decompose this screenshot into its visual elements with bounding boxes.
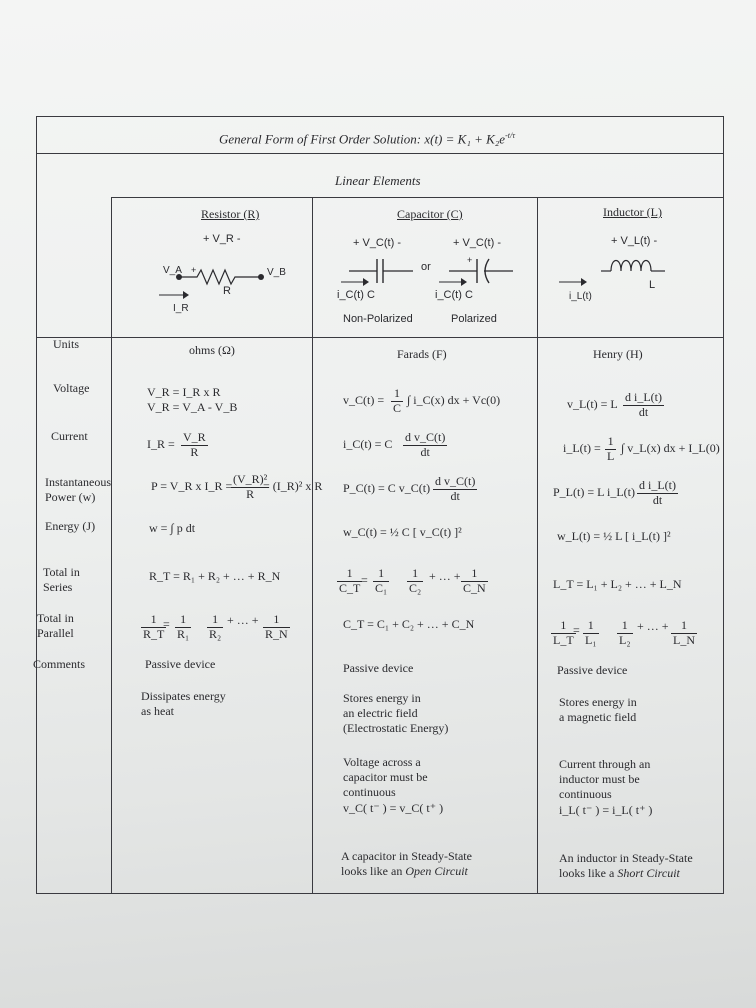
parallel-resistor-r1-fraction bbox=[175, 613, 191, 642]
non-polarized-label: Non-Polarized bbox=[343, 313, 413, 325]
general-form-text: General Form of First Order Solution: x(t) = K₁ + K₂e bbox=[219, 131, 506, 147]
comment-capacitor-passive: Passive device bbox=[343, 661, 414, 675]
current-capacitor-denominator: dt bbox=[420, 444, 430, 459]
comment-capacitor-stores-1: Stores energy in bbox=[343, 691, 421, 705]
resistor-current-arrow bbox=[159, 289, 189, 301]
capacitor-current-arrow-1 bbox=[341, 277, 369, 287]
node-b-label: V_B bbox=[267, 267, 286, 278]
parallel-resistor-total-numerator: 1 bbox=[141, 613, 166, 628]
resistor-polarity: + V_R - bbox=[203, 233, 241, 245]
inductor-polarity: + V_L(t) - bbox=[611, 235, 658, 247]
voltage-capacitor-numerator: 1 bbox=[391, 387, 403, 402]
power-inductor-prefix: P_L(t) = L i_L(t) bbox=[553, 485, 635, 499]
voltage-capacitor-integral: ∫ i_C(x) dx + Vc(0) bbox=[407, 393, 501, 407]
comment-inductor-continuity-3: continuous bbox=[559, 787, 612, 801]
power-label-line-1: Instantaneous bbox=[45, 475, 111, 489]
column-divider-3 bbox=[537, 197, 538, 893]
capacitor-current-label-2: i_C(t) C bbox=[435, 289, 473, 301]
series-capacitor-equals: = bbox=[361, 573, 368, 587]
power-label-line-2: Power (w) bbox=[45, 490, 96, 504]
series-capacitor-c1-numerator: 1 bbox=[373, 567, 389, 582]
voltage-inductor-prefix: v_L(t) = L bbox=[567, 397, 618, 411]
parallel-resistor-r2-fraction bbox=[207, 613, 223, 642]
parallel-inductor-ln-fraction bbox=[671, 619, 697, 648]
series-label-line-1: Total in bbox=[43, 565, 80, 579]
parallel-resistor-r1-denominator: R₁ bbox=[177, 626, 190, 641]
current-inductor-fraction bbox=[605, 435, 616, 464]
column-divider-2 bbox=[312, 197, 313, 893]
parallel-resistor-total-denominator: R_T bbox=[143, 626, 165, 641]
comment-inductor-stores-2: a magnetic field bbox=[559, 710, 637, 724]
comment-resistor-dissipates-2: as heat bbox=[141, 704, 174, 718]
column-divider-1 bbox=[111, 197, 112, 893]
power-resistor-denominator: R bbox=[246, 486, 255, 501]
parallel-inductor-l2-denominator: L₂ bbox=[619, 632, 631, 647]
open-circuit-text: Open Circuit bbox=[405, 864, 468, 878]
parallel-inductor-ln-denominator: L_N bbox=[673, 632, 695, 647]
short-circuit-text: Short Circuit bbox=[617, 866, 680, 880]
power-capacitor-denominator: dt bbox=[450, 488, 460, 503]
capacitor-steady-state-text: looks like an bbox=[341, 864, 403, 878]
comment-capacitor-continuity-eq: v_C( t⁻ ) = v_C( t⁺ ) bbox=[343, 801, 444, 815]
parallel-inductor-ln-numerator: 1 bbox=[671, 619, 697, 634]
current-resistor-fraction bbox=[181, 431, 208, 460]
parallel-label-line-2: Parallel bbox=[37, 626, 74, 640]
linear-elements-title: Linear Elements bbox=[335, 173, 421, 188]
series-capacitor-total-fraction bbox=[337, 567, 362, 596]
parallel-capacitor: C_T = C₁ + C₂ + … + C_N bbox=[343, 617, 475, 631]
energy-label: Energy (J) bbox=[45, 519, 96, 533]
power-resistor-numerator: (V_R)² bbox=[233, 472, 268, 486]
voltage-inductor-numerator: d i_L(t) bbox=[625, 390, 662, 404]
series-label-line-2: Series bbox=[43, 580, 73, 594]
current-inductor-prefix: i_L(t) = bbox=[563, 441, 601, 455]
series-capacitor-c2-numerator: 1 bbox=[407, 567, 423, 582]
comment-capacitor-continuity-1: Voltage across a bbox=[343, 755, 421, 769]
series-capacitor-total-denominator: C_T bbox=[339, 580, 361, 595]
units-inductor: Henry (H) bbox=[593, 347, 643, 361]
comment-capacitor-stores-2: an electric field bbox=[343, 706, 418, 720]
parallel-inductor-ellipsis: + … + bbox=[637, 619, 669, 633]
comment-inductor-stores-1: Stores energy in bbox=[559, 695, 637, 709]
power-inductor-fraction bbox=[637, 479, 678, 508]
general-form-title bbox=[219, 131, 515, 148]
power-resistor-suffix: = (I_R)² x R bbox=[263, 479, 323, 493]
comment-inductor-steady-state-2 bbox=[559, 866, 680, 881]
svg-text:+: + bbox=[467, 255, 473, 265]
energy-capacitor: w_C(t) = ½ C [ v_C(t) ]² bbox=[343, 525, 462, 539]
series-capacitor-c1-denominator: C₁ bbox=[375, 580, 388, 595]
parallel-resistor-rn-numerator: 1 bbox=[263, 613, 290, 628]
series-capacitor-cn-denominator: C_N bbox=[463, 580, 486, 595]
power-inductor-numerator: d i_L(t) bbox=[639, 478, 676, 492]
capacitor-polarity-polar: + V_C(t) - bbox=[453, 237, 501, 249]
series-capacitor-c1-fraction bbox=[373, 567, 389, 596]
resistor-current-label: I_R bbox=[173, 303, 189, 314]
parallel-inductor-l1-denominator: L₁ bbox=[585, 632, 597, 647]
parallel-resistor-rn-fraction bbox=[263, 613, 290, 642]
power-capacitor-fraction bbox=[433, 475, 477, 504]
parallel-inductor-l1-fraction bbox=[583, 619, 599, 648]
parallel-resistor-r2-numerator: 1 bbox=[207, 613, 223, 628]
comment-inductor-continuity-1: Current through an bbox=[559, 757, 651, 771]
inductor-steady-state-text: looks like a bbox=[559, 866, 615, 880]
linear-elements-table bbox=[33, 116, 724, 894]
parallel-inductor-equals: = bbox=[573, 623, 580, 637]
power-capacitor-prefix: P_C(t) = C v_C(t) bbox=[343, 481, 431, 495]
inductor-current-label: i_L(t) bbox=[569, 291, 592, 302]
comment-capacitor-continuity-3: continuous bbox=[343, 785, 396, 799]
capacitor-title: Capacitor (C) bbox=[397, 207, 463, 221]
comment-inductor-passive: Passive device bbox=[557, 663, 628, 677]
current-capacitor-numerator: d v_C(t) bbox=[405, 430, 446, 444]
current-resistor-denominator: R bbox=[190, 444, 199, 459]
series-resistor: R_T = R₁ + R₂ + … + R_N bbox=[149, 569, 281, 583]
current-capacitor-fraction bbox=[403, 431, 447, 460]
or-label: or bbox=[421, 261, 431, 273]
comment-inductor-continuity-2: inductor must be bbox=[559, 772, 640, 786]
current-inductor-denominator: L bbox=[607, 448, 615, 463]
node-a-label: V_A bbox=[163, 265, 182, 276]
current-resistor-numerator: V_R bbox=[183, 430, 206, 444]
parallel-inductor-total-fraction bbox=[551, 619, 576, 648]
comment-inductor-steady-state-1: An inductor in Steady-State bbox=[559, 851, 693, 865]
energy-inductor: w_L(t) = ½ L [ i_L(t) ]² bbox=[557, 529, 671, 543]
resistor-r-label: R bbox=[223, 285, 231, 297]
comment-capacitor-stores-3: (Electrostatic Energy) bbox=[343, 721, 449, 735]
comment-capacitor-steady-state-2 bbox=[341, 864, 468, 879]
inductor-current-arrow bbox=[559, 277, 587, 287]
series-capacitor-cn-numerator: 1 bbox=[461, 567, 488, 582]
inductor-coil-symbol bbox=[599, 253, 679, 277]
general-form-exponent: -t/τ bbox=[505, 131, 516, 140]
comments-label: Comments bbox=[33, 657, 86, 671]
comment-inductor-continuity-eq: i_L( t⁻ ) = i_L( t⁺ ) bbox=[559, 803, 653, 817]
voltage-capacitor-prefix: v_C(t) = bbox=[343, 393, 385, 407]
power-resistor-prefix: P = V_R x I_R = bbox=[151, 479, 233, 493]
parallel-label-line-1: Total in bbox=[37, 611, 74, 625]
parallel-resistor-r1-numerator: 1 bbox=[175, 613, 191, 628]
header-divider bbox=[37, 153, 723, 154]
parallel-inductor-l2-numerator: 1 bbox=[617, 619, 633, 634]
voltage-capacitor-denominator: C bbox=[393, 400, 402, 415]
column-header-divider bbox=[111, 197, 723, 198]
series-capacitor-total-numerator: 1 bbox=[337, 567, 362, 582]
comment-resistor-passive: Passive device bbox=[145, 657, 216, 671]
inductor-title: Inductor (L) bbox=[603, 205, 662, 219]
current-inductor-numerator: 1 bbox=[605, 435, 616, 450]
voltage-label: Voltage bbox=[53, 381, 90, 395]
voltage-resistor-node-difference: V_R = V_A - V_B bbox=[147, 400, 238, 414]
current-capacitor-prefix: i_C(t) = C bbox=[343, 437, 393, 451]
parallel-inductor-total-numerator: 1 bbox=[551, 619, 576, 634]
current-label: Current bbox=[51, 429, 88, 443]
current-inductor-integral: ∫ v_L(x) dx + I_L(0) bbox=[621, 441, 720, 455]
units-resistor: ohms (Ω) bbox=[189, 343, 235, 357]
comment-resistor-dissipates-1: Dissipates energy bbox=[141, 689, 226, 703]
svg-text:+: + bbox=[191, 265, 197, 275]
units-capacitor: Farads (F) bbox=[397, 347, 447, 361]
comment-capacitor-steady-state-1: A capacitor in Steady-State bbox=[341, 849, 472, 863]
voltage-capacitor-fraction bbox=[391, 387, 403, 416]
power-capacitor-numerator: d v_C(t) bbox=[435, 474, 476, 488]
parallel-inductor-total-denominator: L_T bbox=[553, 632, 574, 647]
parallel-resistor-equals: = bbox=[163, 617, 170, 631]
voltage-resistor-ohms-law: V_R = I_R x R bbox=[147, 385, 221, 399]
energy-resistor: w = ∫ p dt bbox=[149, 521, 196, 535]
current-resistor-prefix: I_R = bbox=[147, 437, 175, 451]
polarized-label: Polarized bbox=[451, 313, 497, 325]
resistor-title: Resistor (R) bbox=[201, 207, 260, 221]
power-inductor-denominator: dt bbox=[652, 492, 663, 507]
series-inductor: L_T = L₁ + L₂ + … + L_N bbox=[553, 577, 682, 591]
parallel-inductor-l1-numerator: 1 bbox=[583, 619, 599, 634]
series-capacitor-c2-denominator: C₂ bbox=[409, 580, 422, 595]
capacitor-current-label-1: i_C(t) C bbox=[337, 289, 375, 301]
parallel-inductor-l2-fraction bbox=[617, 619, 633, 648]
capacitor-polarity-nonpolar: + V_C(t) - bbox=[353, 237, 401, 249]
capacitor-current-arrow-2 bbox=[439, 277, 467, 287]
parallel-resistor-ellipsis: + … + bbox=[227, 613, 259, 627]
comment-capacitor-continuity-2: capacitor must be bbox=[343, 770, 428, 784]
series-capacitor-c2-fraction bbox=[407, 567, 423, 596]
parallel-resistor-rn-denominator: R_N bbox=[265, 626, 288, 641]
parallel-resistor-r2-denominator: R₂ bbox=[209, 626, 222, 641]
series-capacitor-cn-fraction bbox=[461, 567, 488, 596]
voltage-inductor-denominator: dt bbox=[638, 404, 649, 419]
diagram-divider bbox=[37, 337, 723, 338]
units-label: Units bbox=[53, 337, 80, 351]
voltage-inductor-fraction bbox=[623, 391, 664, 420]
inductor-l-label: L bbox=[649, 279, 656, 291]
series-capacitor-ellipsis: + … + bbox=[429, 569, 461, 583]
